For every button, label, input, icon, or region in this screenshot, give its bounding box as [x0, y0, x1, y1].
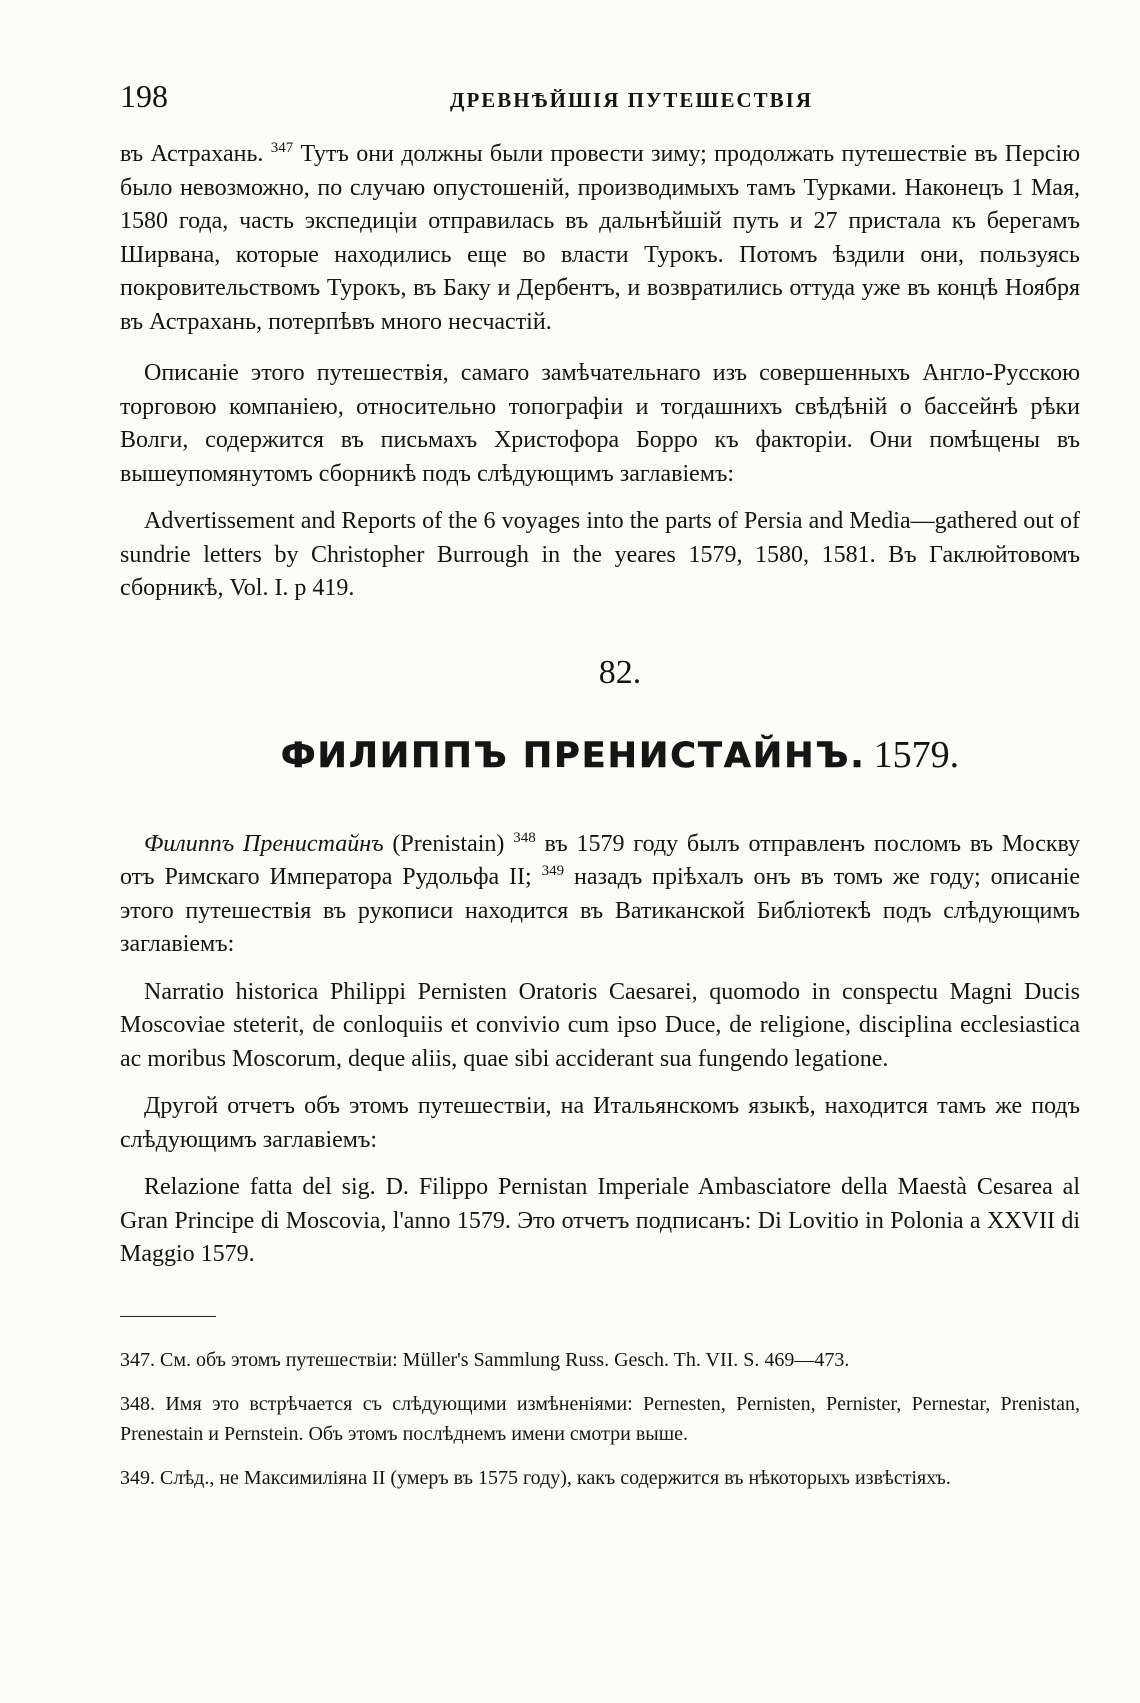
paragraph-1-start: въ Астрахань.: [120, 141, 264, 167]
latin-name: (Prenistain): [392, 830, 505, 857]
paragraph-5-latin-title: Narratio historica Philippi Pernisten Oratoris Caesarei, quomodo in conspectu Magni Ducis Moscoviae steterit, de conloquiis et convivio cum ipso Duce, de religione, disciplina ecclesiastica ac moribus Moscorum, deque aliis, quae sibi acciderant sua fungendo legatione.: [120, 978, 1080, 1072]
section-number: 82.: [598, 653, 642, 691]
paragraph-4: [120, 828, 1080, 962]
page-number: 198: [120, 78, 168, 114]
paragraph-3-citation: Advertissement and Reports of the 6 voyages into the parts of Persia and Media—gathered out of sundrie letters by Christopher Burrough in the yeares 1579, 1580, 1581. Въ Гаклюйтовомъ сборникѣ, Vol. I. p 419.: [120, 508, 1080, 601]
paragraph-1-rest: Тутъ они должны были провести зиму; продолжать путешествіе въ Персію было невозможно, по случаю опустошеній, производимыхъ тамъ Турками. Наконецъ 1 Мая, 1580 года, часть экспедиціи отправилась въ дальнѣйшій путь и 27 пристала къ берегамъ Ширвана, которые находились еще во власти Турокъ. Потомъ ѣздили они, пользуясь покровительствомъ Турокъ, въ Баку и Дербентъ, и возвратились оттуда уже въ концѣ Ноября въ Астрахань, потерпѣвъ много несчастій.: [120, 141, 1081, 335]
footnote-divider: [120, 1316, 216, 1317]
footnote-347: 347. См. объ этомъ путешествіи: Müller's Sammlung Russ. Gesch. Th. VII. S. 469—473.: [120, 1348, 850, 1371]
footnote-349: 349. Слѣд., не Максимиліяна II (умеръ въ 1575 году), какъ содержится въ нѣкоторыхъ извѣстіяхъ.: [120, 1466, 951, 1489]
page-body: [120, 138, 1080, 1507]
footnote-ref-347: 347: [270, 140, 294, 156]
footnotes: [120, 1345, 1080, 1493]
section-title-name: ФИЛИППЪ ПРЕНИСТАЙНЪ.: [280, 735, 866, 776]
paragraph-7-italian-title: Relazione fatta del sig. D. Filippo Pernistan Imperiale Ambasciatore della Maestà Cesarea al Gran Principe di Moscovia, l'anno 1579. Это отчетъ подписанъ: Di Lovitio in Polonia a XXVII di Maggio 1579.: [120, 1174, 1080, 1267]
page-header: [120, 78, 1080, 118]
paragraph-4-mid: въ 1579 году былъ отправленъ посломъ въ Москву отъ Римскаго Императора Рудольфа II;: [120, 830, 1081, 890]
paragraph-4-end: назадъ пріѣхалъ онъ въ томъ же году; описаніе этого путешествія въ рукописи находится въ Ватиканской Библіотекѣ подъ слѣдующимъ заглавіемъ:: [120, 864, 1081, 957]
paragraph-6: Другой отчетъ объ этомъ путешествіи, на Итальянскомъ языкѣ, находится тамъ же подъ слѣдующимъ заглавіемъ:: [120, 1093, 1080, 1153]
section-title: [120, 722, 1080, 788]
footnote-ref-348: 348: [513, 829, 536, 846]
running-title: ДРЕВНѢЙШІЯ ПУТЕШЕСТВІЯ: [450, 88, 813, 112]
footnote-ref-349: 349: [541, 863, 565, 879]
section-title-year: 1579.: [873, 733, 960, 776]
paragraph-2: Описаніе этого путешествія, самаго замѣчательнаго изъ совершенныхъ Англо-Русскою торговою компаніею, относительно топографіи и тогдашнихъ свѣдѣній о бассейнѣ рѣки Волги, содержится въ письмахъ Христофора Борро къ факторіи. Они помѣщены въ вышеупомянутомъ сборникѣ подъ слѣдующимъ заглавіемъ:: [120, 360, 1080, 487]
person-name: Филиппъ Пренистайнъ: [144, 830, 384, 857]
footnote-348: 348. Имя это встрѣчается съ слѣдующими измѣненіями: Pernesten, Pernisten, Pernister, Pernestar, Prenistan, Prenestain и Pernstein. Объ этомъ послѣднемъ имени смотри выше.: [120, 1392, 1080, 1445]
paragraph-1: [120, 138, 1080, 339]
